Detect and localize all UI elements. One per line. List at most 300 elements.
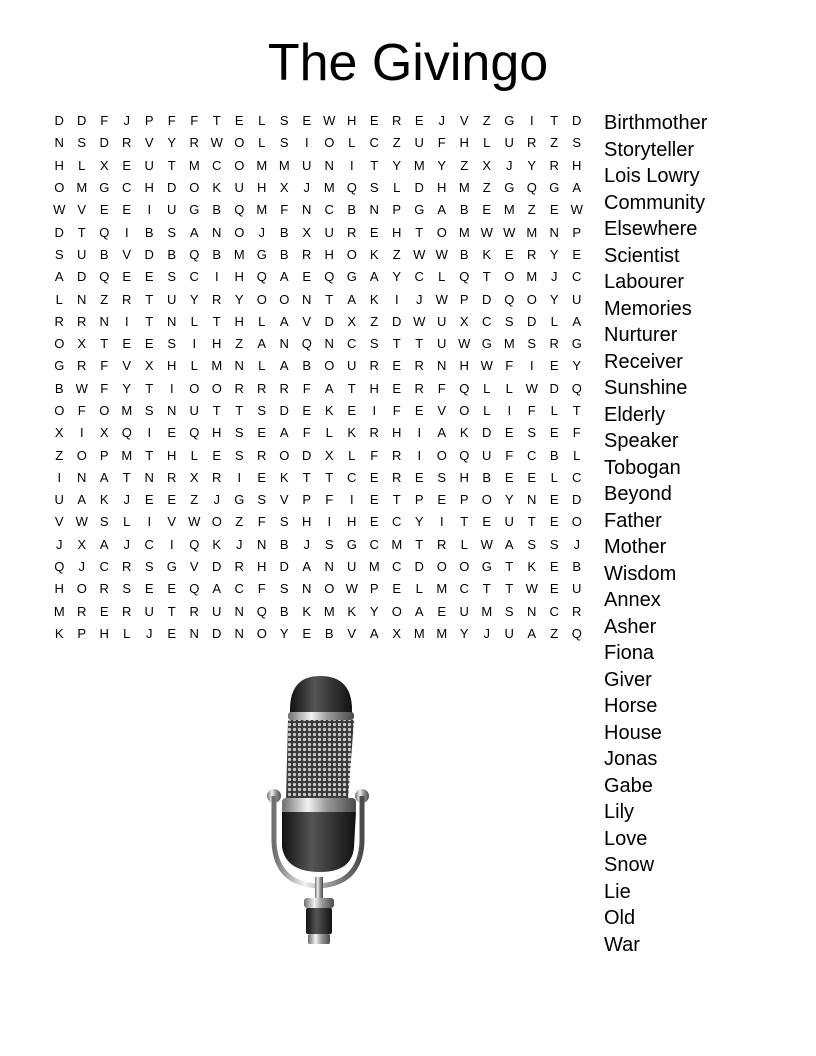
grid-cell: E: [482, 202, 492, 218]
grid-cell: D: [212, 625, 222, 641]
grid-cell: J: [213, 492, 220, 508]
grid-cell: C: [572, 469, 582, 485]
grid-cell: R: [122, 135, 132, 151]
grid-cell: Z: [482, 113, 491, 129]
grid-cell: Y: [369, 603, 379, 619]
grid-cell: O: [189, 180, 200, 196]
grid-cell: G: [504, 113, 515, 129]
grid-cell: D: [77, 269, 87, 285]
grid-cell: C: [572, 269, 582, 285]
grid-cell: Z: [55, 447, 64, 463]
grid-cell: D: [212, 559, 222, 575]
grid-cell: C: [392, 559, 402, 575]
grid-cell: H: [54, 581, 64, 597]
grid-cell: W: [75, 380, 88, 396]
grid-cell: N: [369, 202, 379, 218]
grid-cell: S: [527, 336, 537, 352]
grid-cell: H: [167, 447, 177, 463]
grid-cell: G: [414, 202, 425, 218]
grid-cell: Q: [346, 180, 357, 196]
grid-cell: Q: [189, 425, 200, 441]
grid-cell: U: [167, 291, 177, 307]
grid-cell: Q: [189, 581, 200, 597]
grid-cell: K: [482, 246, 492, 262]
grid-cell: E: [347, 403, 357, 418]
grid-cell: D: [54, 113, 64, 129]
grid-cell: T: [77, 224, 86, 240]
grid-row: [48, 333, 588, 355]
grid-cell: K: [212, 180, 222, 196]
grid-cell: U: [504, 135, 514, 151]
grid-cell: B: [167, 246, 177, 262]
grid-cell: S: [234, 447, 244, 463]
grid-cell: O: [211, 514, 222, 530]
word-list-item: Lois Lowry: [604, 165, 700, 187]
grid-row: [48, 378, 588, 400]
grid-cell: E: [549, 559, 559, 575]
grid-cell: D: [572, 492, 582, 508]
grid-cell: C: [527, 447, 537, 463]
grid-cell: A: [77, 492, 87, 508]
grid-cell: R: [77, 358, 87, 374]
grid-cell: H: [392, 425, 402, 441]
grid-cell: T: [505, 559, 514, 575]
grid-cell: L: [55, 291, 63, 307]
grid-cell: S: [167, 269, 177, 285]
grid-cell: E: [414, 469, 424, 485]
grid-cell: S: [77, 135, 87, 151]
grid-cell: G: [481, 559, 492, 575]
grid-cell: R: [414, 358, 424, 374]
grid-cell: H: [392, 224, 402, 240]
grid-cell: H: [99, 625, 109, 641]
grid-cell: M: [278, 157, 290, 173]
grid-cell: N: [77, 469, 87, 485]
grid-cell: R: [437, 536, 447, 552]
grid-cell: O: [436, 447, 447, 463]
grid-cell: U: [504, 514, 514, 530]
word-list-item: Scientist: [604, 244, 680, 267]
grid-cell: E: [167, 581, 177, 597]
grid-cell: N: [167, 403, 177, 418]
word-list-item: War: [604, 933, 640, 956]
grid-cell: T: [482, 581, 491, 597]
grid-cell: Y: [572, 358, 582, 374]
grid-cell: N: [324, 559, 334, 575]
grid-cell: W: [435, 291, 448, 307]
grid-cell: H: [257, 180, 267, 196]
grid-cell: O: [256, 291, 267, 307]
grid-cell: O: [76, 447, 87, 463]
grid-cell: N: [99, 313, 109, 329]
grid-cell: O: [504, 269, 515, 285]
grid-row: [48, 110, 588, 132]
grid-cell: I: [124, 313, 129, 329]
grid-cell: T: [482, 269, 491, 285]
grid-cell: N: [54, 135, 64, 151]
grid-cell: O: [459, 403, 470, 418]
grid-cell: M: [481, 603, 493, 619]
word-list-item: Birthmother: [604, 112, 708, 134]
grid-cell: E: [549, 514, 559, 530]
grid-cell: E: [527, 469, 537, 485]
grid-cell: B: [459, 246, 469, 262]
grid-cell: S: [504, 603, 514, 619]
grid-row: [48, 221, 588, 243]
grid-cell: Z: [550, 135, 559, 151]
grid-row: [48, 199, 588, 221]
grid-cell: I: [529, 113, 534, 129]
grid-cell: G: [256, 246, 267, 262]
grid-cell: R: [257, 380, 267, 396]
word-list-item: Jonas: [604, 748, 658, 770]
grid-cell: A: [527, 625, 537, 641]
grid-cell: L: [393, 180, 401, 196]
grid-cell: J: [56, 536, 63, 552]
grid-cell: P: [414, 492, 424, 508]
grid-cell: E: [549, 358, 559, 374]
grid-cell: D: [279, 559, 289, 575]
grid-cell: S: [369, 180, 379, 196]
grid-cell: M: [256, 202, 268, 218]
grid-cell: U: [482, 447, 492, 463]
grid-cell: M: [526, 224, 538, 240]
grid-cell: Y: [459, 625, 469, 641]
grid-cell: B: [279, 536, 289, 552]
grid-cell: C: [234, 581, 244, 597]
grid-cell: M: [436, 625, 448, 641]
grid-row: [48, 534, 588, 556]
grid-cell: R: [572, 603, 582, 619]
grid-cell: U: [459, 603, 469, 619]
grid-cell: M: [458, 224, 470, 240]
grid-cell: U: [414, 135, 424, 151]
grid-cell: U: [144, 603, 154, 619]
grid-cell: D: [572, 113, 582, 129]
grid-cell: O: [279, 447, 290, 463]
grid-cell: D: [414, 180, 424, 196]
grid-cell: E: [302, 269, 312, 285]
grid-cell: K: [369, 246, 379, 262]
grid-cell: Y: [504, 492, 514, 508]
word-list-item: Nurturer: [604, 324, 678, 346]
grid-cell: N: [527, 603, 537, 619]
grid-cell: X: [459, 313, 469, 329]
grid-cell: U: [54, 492, 64, 508]
grid-cell: X: [144, 358, 154, 374]
grid-cell: U: [77, 246, 87, 262]
grid-cell: R: [167, 469, 177, 485]
word-list-item: Lily: [604, 801, 635, 823]
grid-cell: W: [480, 224, 493, 240]
grid-cell: V: [144, 135, 154, 151]
grid-cell: Z: [235, 336, 244, 352]
grid-cell: P: [369, 581, 379, 597]
grid-cell: I: [79, 425, 84, 441]
grid-cell: J: [258, 224, 265, 240]
grid-cell: G: [234, 492, 245, 508]
grid-cell: X: [302, 224, 312, 240]
grid-cell: N: [189, 625, 199, 641]
grid-cell: H: [347, 514, 357, 530]
grid-cell: L: [415, 581, 423, 597]
grid-cell: S: [234, 425, 244, 441]
grid-cell: Q: [301, 336, 312, 352]
grid-cell: C: [392, 514, 402, 530]
grid-cell: R: [77, 603, 87, 619]
grid-cell: D: [54, 224, 64, 240]
grid-cell: A: [437, 425, 447, 441]
word-list-item: Old: [604, 907, 636, 929]
grid-cell: C: [144, 536, 154, 552]
grid-cell: C: [369, 135, 379, 151]
grid-cell: Z: [392, 246, 401, 262]
grid-cell: O: [54, 336, 65, 352]
grid-cell: X: [482, 157, 492, 173]
grid-cell: A: [212, 581, 222, 597]
grid-cell: X: [189, 469, 199, 485]
grid-cell: H: [324, 246, 334, 262]
grid-cell: H: [459, 469, 469, 485]
grid-cell: O: [324, 358, 335, 374]
grid-cell: K: [527, 559, 537, 575]
grid-cell: L: [483, 380, 491, 396]
grid-cell: T: [212, 313, 221, 329]
grid-cell: W: [525, 380, 538, 396]
grid-cell: W: [570, 202, 583, 218]
grid-cell: I: [349, 492, 354, 508]
grid-cell: L: [190, 447, 198, 463]
grid-cell: W: [503, 224, 516, 240]
grid-cell: F: [257, 581, 266, 597]
grid-cell: I: [147, 514, 152, 530]
grid-cell: L: [483, 403, 491, 418]
grid-cell: S: [167, 336, 177, 352]
grid-cell: H: [347, 113, 357, 129]
grid-cell: N: [167, 313, 177, 329]
grid-cell: O: [279, 291, 290, 307]
grid-cell: L: [573, 447, 581, 463]
grid-cell: F: [572, 425, 581, 441]
grid-cell: J: [438, 113, 445, 129]
grid-cell: O: [324, 135, 335, 151]
grid-cell: M: [323, 180, 335, 196]
grid-cell: R: [77, 313, 87, 329]
grid-cell: B: [279, 246, 289, 262]
grid-cell: R: [122, 603, 132, 619]
grid-cell: Q: [189, 246, 200, 262]
grid-cell: S: [527, 425, 537, 441]
grid-cell: V: [459, 113, 469, 129]
grid-cell: W: [435, 246, 448, 262]
grid-cell: L: [550, 469, 558, 485]
grid-cell: L: [483, 135, 491, 151]
grid-cell: C: [459, 581, 469, 597]
grid-cell: M: [121, 403, 133, 418]
grid-cell: I: [394, 291, 399, 307]
grid-cell: F: [167, 113, 176, 129]
grid-cell: P: [392, 202, 402, 218]
grid-cell: Q: [459, 447, 470, 463]
grid-cell: O: [99, 403, 110, 418]
grid-cell: T: [145, 447, 154, 463]
grid-cell: U: [189, 403, 199, 418]
grid-cell: E: [122, 336, 132, 352]
grid-cell: Y: [437, 157, 447, 173]
grid-cell: B: [212, 202, 222, 218]
grid-cell: E: [234, 113, 244, 129]
grid-cell: I: [169, 380, 174, 396]
word-list-item: Elsewhere: [604, 218, 698, 240]
grid-cell: G: [481, 336, 492, 352]
grid-cell: Y: [392, 269, 402, 285]
word-list-item: Love: [604, 827, 648, 850]
word-list-item: Horse: [604, 695, 658, 717]
grid-cell: Y: [122, 380, 132, 396]
grid-cell: I: [439, 514, 444, 530]
grid-cell: N: [549, 224, 559, 240]
grid-cell: M: [368, 559, 380, 575]
grid-cell: F: [370, 447, 379, 463]
grid-cell: R: [122, 559, 132, 575]
grid-cell: E: [414, 113, 424, 129]
grid-cell: J: [303, 180, 310, 196]
grid-cell: Q: [256, 269, 267, 285]
grid-cell: G: [549, 180, 560, 196]
grid-cell: O: [324, 581, 335, 597]
grid-cell: E: [392, 358, 402, 374]
grid-cell: Y: [279, 625, 289, 641]
grid-cell: H: [437, 180, 447, 196]
microphone-icon: [262, 672, 372, 952]
word-list-item: House: [604, 721, 662, 744]
grid-cell: S: [549, 536, 559, 552]
grid-cell: Q: [526, 180, 537, 196]
grid-cell: O: [256, 625, 267, 641]
grid-cell: J: [483, 625, 490, 641]
grid-cell: J: [146, 625, 153, 641]
grid-cell: A: [302, 559, 312, 575]
grid-cell: A: [572, 180, 582, 196]
grid-cell: V: [302, 313, 312, 329]
grid-cell: D: [527, 313, 537, 329]
grid-cell: Q: [54, 559, 65, 575]
word-list-item: Giver: [604, 668, 652, 691]
word-list-item: Community: [604, 191, 706, 214]
grid-cell: R: [212, 469, 222, 485]
grid-cell: D: [482, 291, 492, 307]
grid-cell: A: [437, 202, 447, 218]
grid-cell: R: [279, 380, 289, 396]
grid-cell: F: [325, 492, 334, 508]
grid-cell: T: [572, 403, 581, 418]
grid-cell: M: [188, 157, 200, 173]
grid-cell: P: [572, 224, 582, 240]
grid-cell: O: [436, 559, 447, 575]
grid-cell: C: [212, 157, 222, 173]
grid-cell: J: [416, 291, 423, 307]
grid-cell: T: [325, 469, 334, 485]
grid-cell: C: [122, 180, 132, 196]
grid-cell: R: [549, 157, 559, 173]
grid-row: [48, 155, 588, 177]
grid-cell: K: [302, 603, 312, 619]
grid-cell: P: [144, 113, 154, 129]
grid-cell: Q: [571, 625, 582, 641]
grid-cell: L: [123, 514, 131, 530]
grid-cell: N: [234, 358, 244, 374]
grid-cell: O: [346, 246, 357, 262]
grid-cell: F: [100, 358, 109, 374]
grid-cell: R: [369, 425, 379, 441]
grid-cell: B: [572, 559, 582, 575]
grid-cell: B: [279, 603, 289, 619]
grid-cell: N: [234, 603, 244, 619]
grid-cell: T: [527, 514, 536, 530]
grid-cell: H: [302, 514, 312, 530]
grid-cell: W: [345, 581, 358, 597]
grid-row: [48, 467, 588, 489]
grid-cell: V: [437, 403, 447, 418]
grid-cell: A: [279, 425, 289, 441]
grid-cell: H: [369, 380, 379, 396]
grid-cell: U: [437, 336, 447, 352]
page-title: The Givingo: [267, 34, 549, 92]
grid-cell: S: [527, 536, 537, 552]
grid-cell: K: [99, 492, 109, 508]
grid-cell: U: [324, 224, 334, 240]
grid-cell: E: [212, 447, 222, 463]
grid-cell: R: [527, 246, 537, 262]
grid-cell: I: [169, 536, 174, 552]
grid-cell: D: [549, 380, 559, 396]
grid-cell: G: [346, 269, 357, 285]
grid-cell: Y: [189, 291, 199, 307]
grid-cell: O: [54, 180, 65, 196]
grid-cell: F: [280, 202, 289, 218]
grid-cell: S: [144, 559, 154, 575]
word-list-item: Mother: [604, 536, 667, 558]
grid-cell: J: [303, 536, 310, 552]
word-list-item: Father: [604, 509, 662, 532]
grid-cell: R: [392, 447, 402, 463]
grid-cell: J: [551, 269, 558, 285]
grid-cell: R: [212, 291, 222, 307]
grid-cell: R: [99, 581, 109, 597]
grid-cell: V: [167, 514, 177, 530]
grid-cell: R: [527, 135, 537, 151]
grid-cell: E: [369, 469, 379, 485]
grid-cell: Q: [99, 269, 110, 285]
grid-cell: O: [234, 135, 245, 151]
grid-cell: M: [256, 157, 268, 173]
grid-cell: T: [415, 536, 424, 552]
grid-cell: S: [572, 135, 582, 151]
grid-cell: G: [99, 180, 110, 196]
word-search-grid: [48, 110, 588, 645]
grid-cell: S: [279, 581, 289, 597]
grid-cell: Y: [549, 246, 559, 262]
grid-cell: Q: [189, 536, 200, 552]
grid-cell: I: [57, 469, 62, 485]
word-list-item: Wisdom: [604, 562, 677, 585]
grid-cell: M: [76, 180, 88, 196]
grid-cell: W: [188, 514, 201, 530]
grid-cell: M: [211, 358, 223, 374]
grid-cell: E: [572, 246, 582, 262]
grid-cell: X: [99, 157, 109, 173]
grid-cell: J: [123, 492, 130, 508]
